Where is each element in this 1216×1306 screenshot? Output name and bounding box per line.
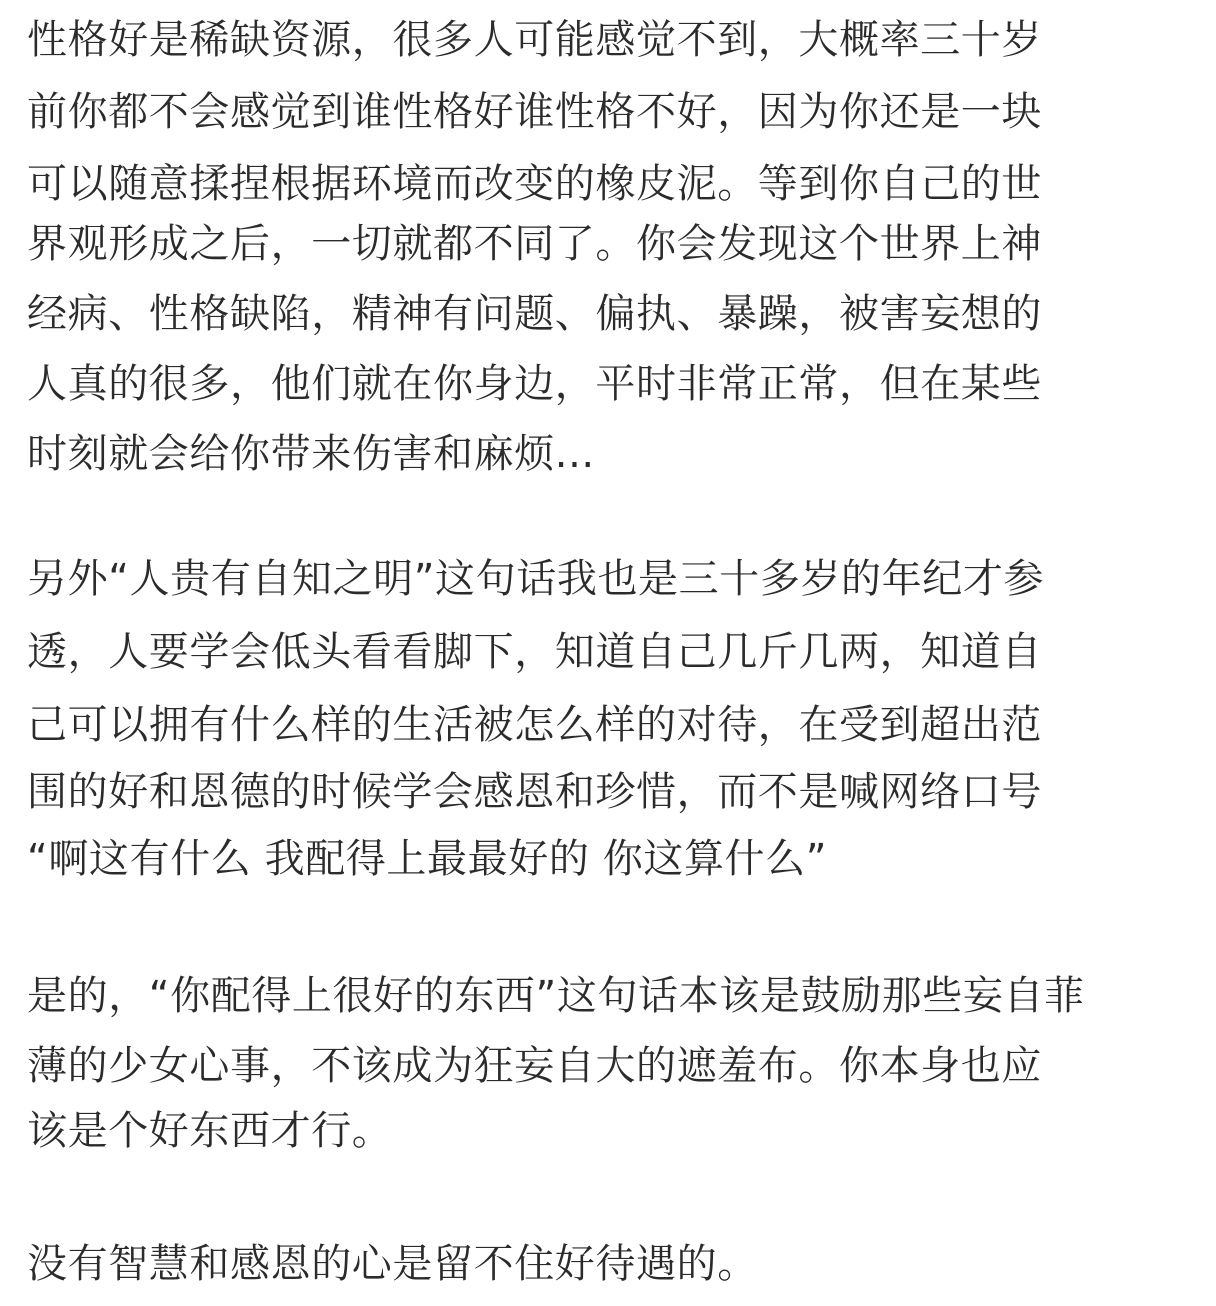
text-line: 透，人要学会低头看看脚下，知道自己几斤几两，知道自 xyxy=(27,629,1042,675)
text-line: 时刻就会给你带来伤害和麻烦... xyxy=(27,431,595,477)
text-line: 性格好是稀缺资源，很多人可能感觉不到，大概率三十岁 xyxy=(27,17,1042,63)
text-line: 经病、性格缺陷，精神有问题、偏执、暴躁，被害妄想的 xyxy=(27,291,1042,337)
text-line: 前你都不会感觉到谁性格好谁性格不好，因为你还是一块 xyxy=(27,89,1042,135)
text-line: 另外“人贵有自知之明”这句话我也是三十多岁的年纪才参 xyxy=(27,556,1045,602)
text-line: 可以随意揉捏根据环境而改变的橡皮泥。等到你自己的世 xyxy=(27,161,1042,207)
text-line: “啊这有什么 我配得上最最好的 你这算什么” xyxy=(27,836,828,882)
text-line: 没有智慧和感恩的心是留不住好待遇的。 xyxy=(27,1241,758,1287)
text-line: 是的，“你配得上很好的东西”这句话本该是鼓励那些妄自菲 xyxy=(27,973,1085,1019)
text-line: 该是个好东西才行。 xyxy=(27,1108,393,1154)
text-line: 围的好和恩德的时候学会感恩和珍惜，而不是喊网络口号 xyxy=(27,769,1042,815)
text-line: 界观形成之后，一切就都不同了。你会发现这个世界上神 xyxy=(27,221,1042,267)
text-line: 己可以拥有什么样的生活被怎么样的对待，在受到超出范 xyxy=(27,702,1042,748)
text-line: 薄的少女心事，不该成为狂妄自大的遮羞布。你本身也应 xyxy=(27,1043,1042,1089)
text-line: 人真的很多，他们就在你身边，平时非常正常，但在某些 xyxy=(27,361,1042,407)
